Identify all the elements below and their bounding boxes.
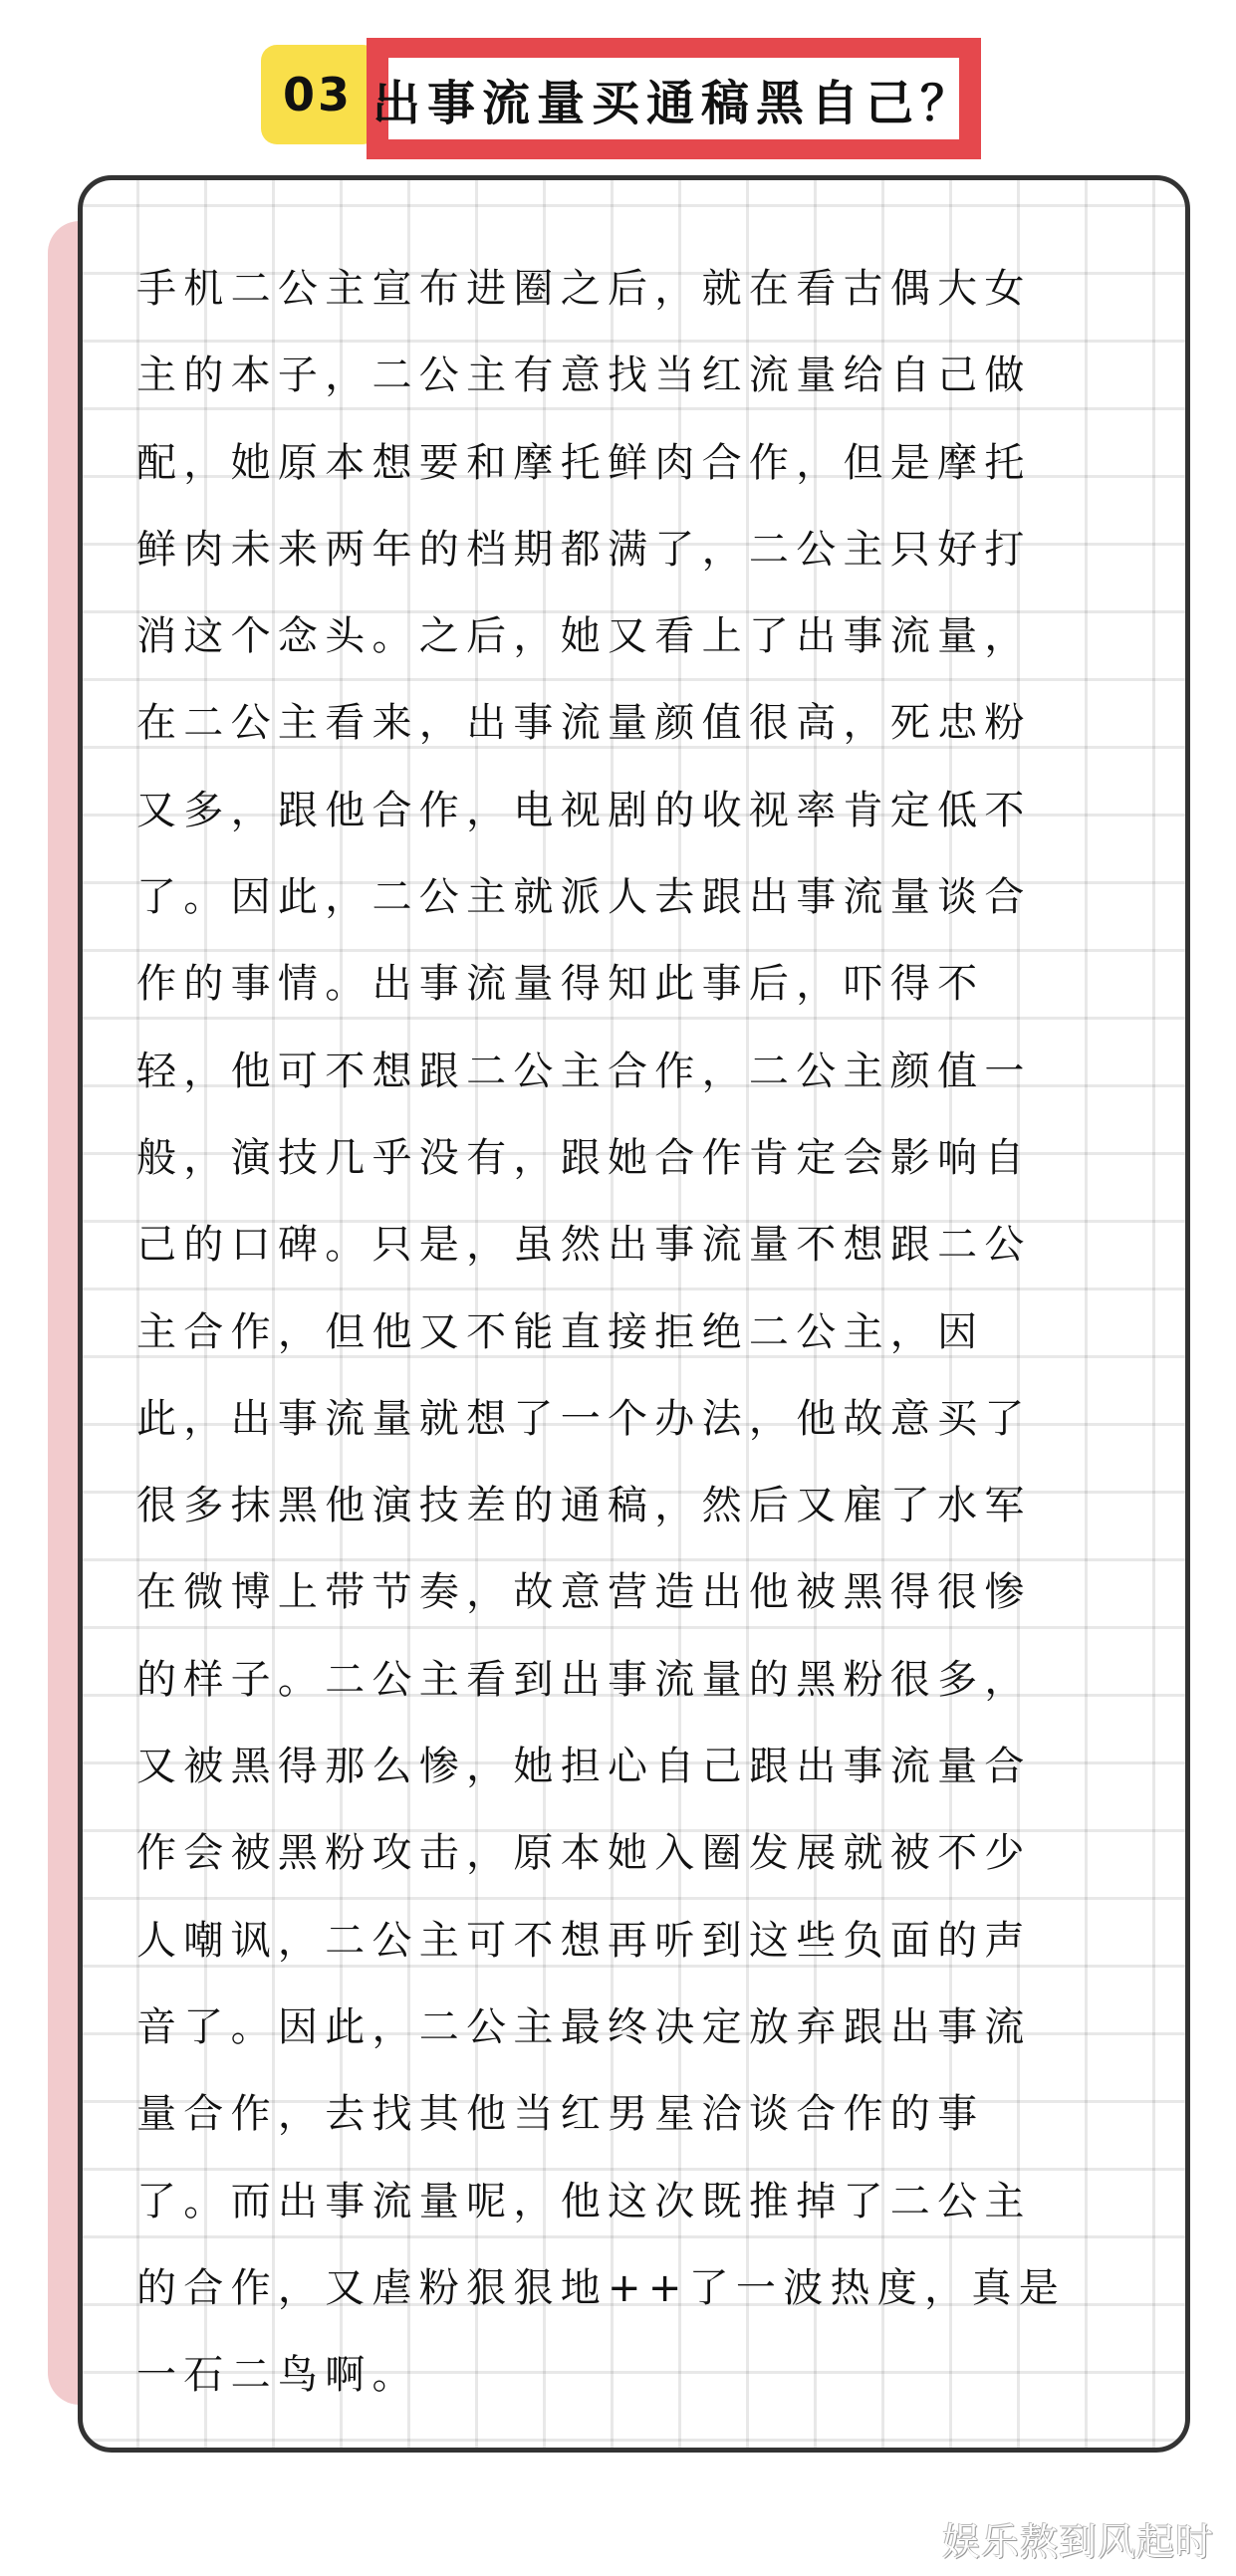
article-line: 主合作，但他又不能直接拒绝二公主，因 xyxy=(136,1308,985,1355)
article-line: 己的口碑。只是，虽然出事流量不想跟二公 xyxy=(136,1222,1032,1269)
article-line: 鲜肉未来两年的档期都满了，二公主只好打 xyxy=(136,526,1032,573)
section-title: 出事流量买通稿黑自己？ xyxy=(372,75,976,131)
article-line: 的合作，又虐粉狠狠地++了一波热度，真是 xyxy=(136,2264,1067,2311)
article-line: 很多抹黑他演技差的通稿，然后又雇了水军 xyxy=(136,1483,1032,1529)
article-line: 作的事情。出事流量得知此事后，吓得不 xyxy=(136,961,985,1008)
title-frame xyxy=(367,38,981,159)
article-line: 在微博上带节奏，故意营造出他被黑得很惨 xyxy=(136,1569,1032,1616)
article-line: 般，演技几乎没有，跟她合作肯定会影响自 xyxy=(136,1134,1032,1181)
article-line: 了。而出事流量呢，他这次既推掉了二公主 xyxy=(136,2178,1032,2225)
article-body xyxy=(136,246,1142,2419)
article-line: 作会被黑粉攻击，原本她入圈发展就被不少 xyxy=(136,1830,1032,1877)
section-number-badge xyxy=(261,45,378,144)
article-line: 又被黑得那么惨，她担心自己跟出事流量合 xyxy=(136,1744,1032,1790)
article-line: 轻，他可不想跟二公主合作，二公主颜值一 xyxy=(136,1048,1032,1094)
article-line: 主的本子，二公主有意找当红流量给自己做 xyxy=(136,352,1032,399)
article-line: 配，她原本想要和摩托鲜肉合作，但是摩托 xyxy=(136,439,1032,486)
article-line: 手机二公主宣布进圈之后，就在看古偶大女 xyxy=(136,266,1032,312)
article-line: 此，出事流量就想了一个办法，他故意买了 xyxy=(136,1395,1032,1442)
article-line: 人嘲讽，二公主可不想再听到这些负面的声 xyxy=(136,1917,1032,1964)
article-line: 一石二鸟啊。 xyxy=(136,2352,419,2399)
article-card xyxy=(78,175,1190,2453)
section-number: 03 xyxy=(283,68,354,121)
article-line: 量合作，去找其他当红男星洽谈合作的事 xyxy=(136,2091,985,2138)
watermark: 娱乐熬到风起时 xyxy=(941,2520,1214,2564)
title-box xyxy=(372,58,976,139)
article-line: 音了。因此，二公主最终决定放弃跟出事流 xyxy=(136,2003,1032,2050)
article-line: 消这个念头。之后，她又看上了出事流量， xyxy=(136,613,1032,660)
article-line: 了。因此，二公主就派人去跟出事流量谈合 xyxy=(136,874,1032,921)
article-line: 在二公主看来，出事流量颜值很高，死忠粉 xyxy=(136,700,1032,747)
article-line: 的样子。二公主看到出事流量的黑粉很多， xyxy=(136,1656,1032,1703)
article-line: 又多，跟他合作，电视剧的收视率肯定低不 xyxy=(136,787,1032,833)
